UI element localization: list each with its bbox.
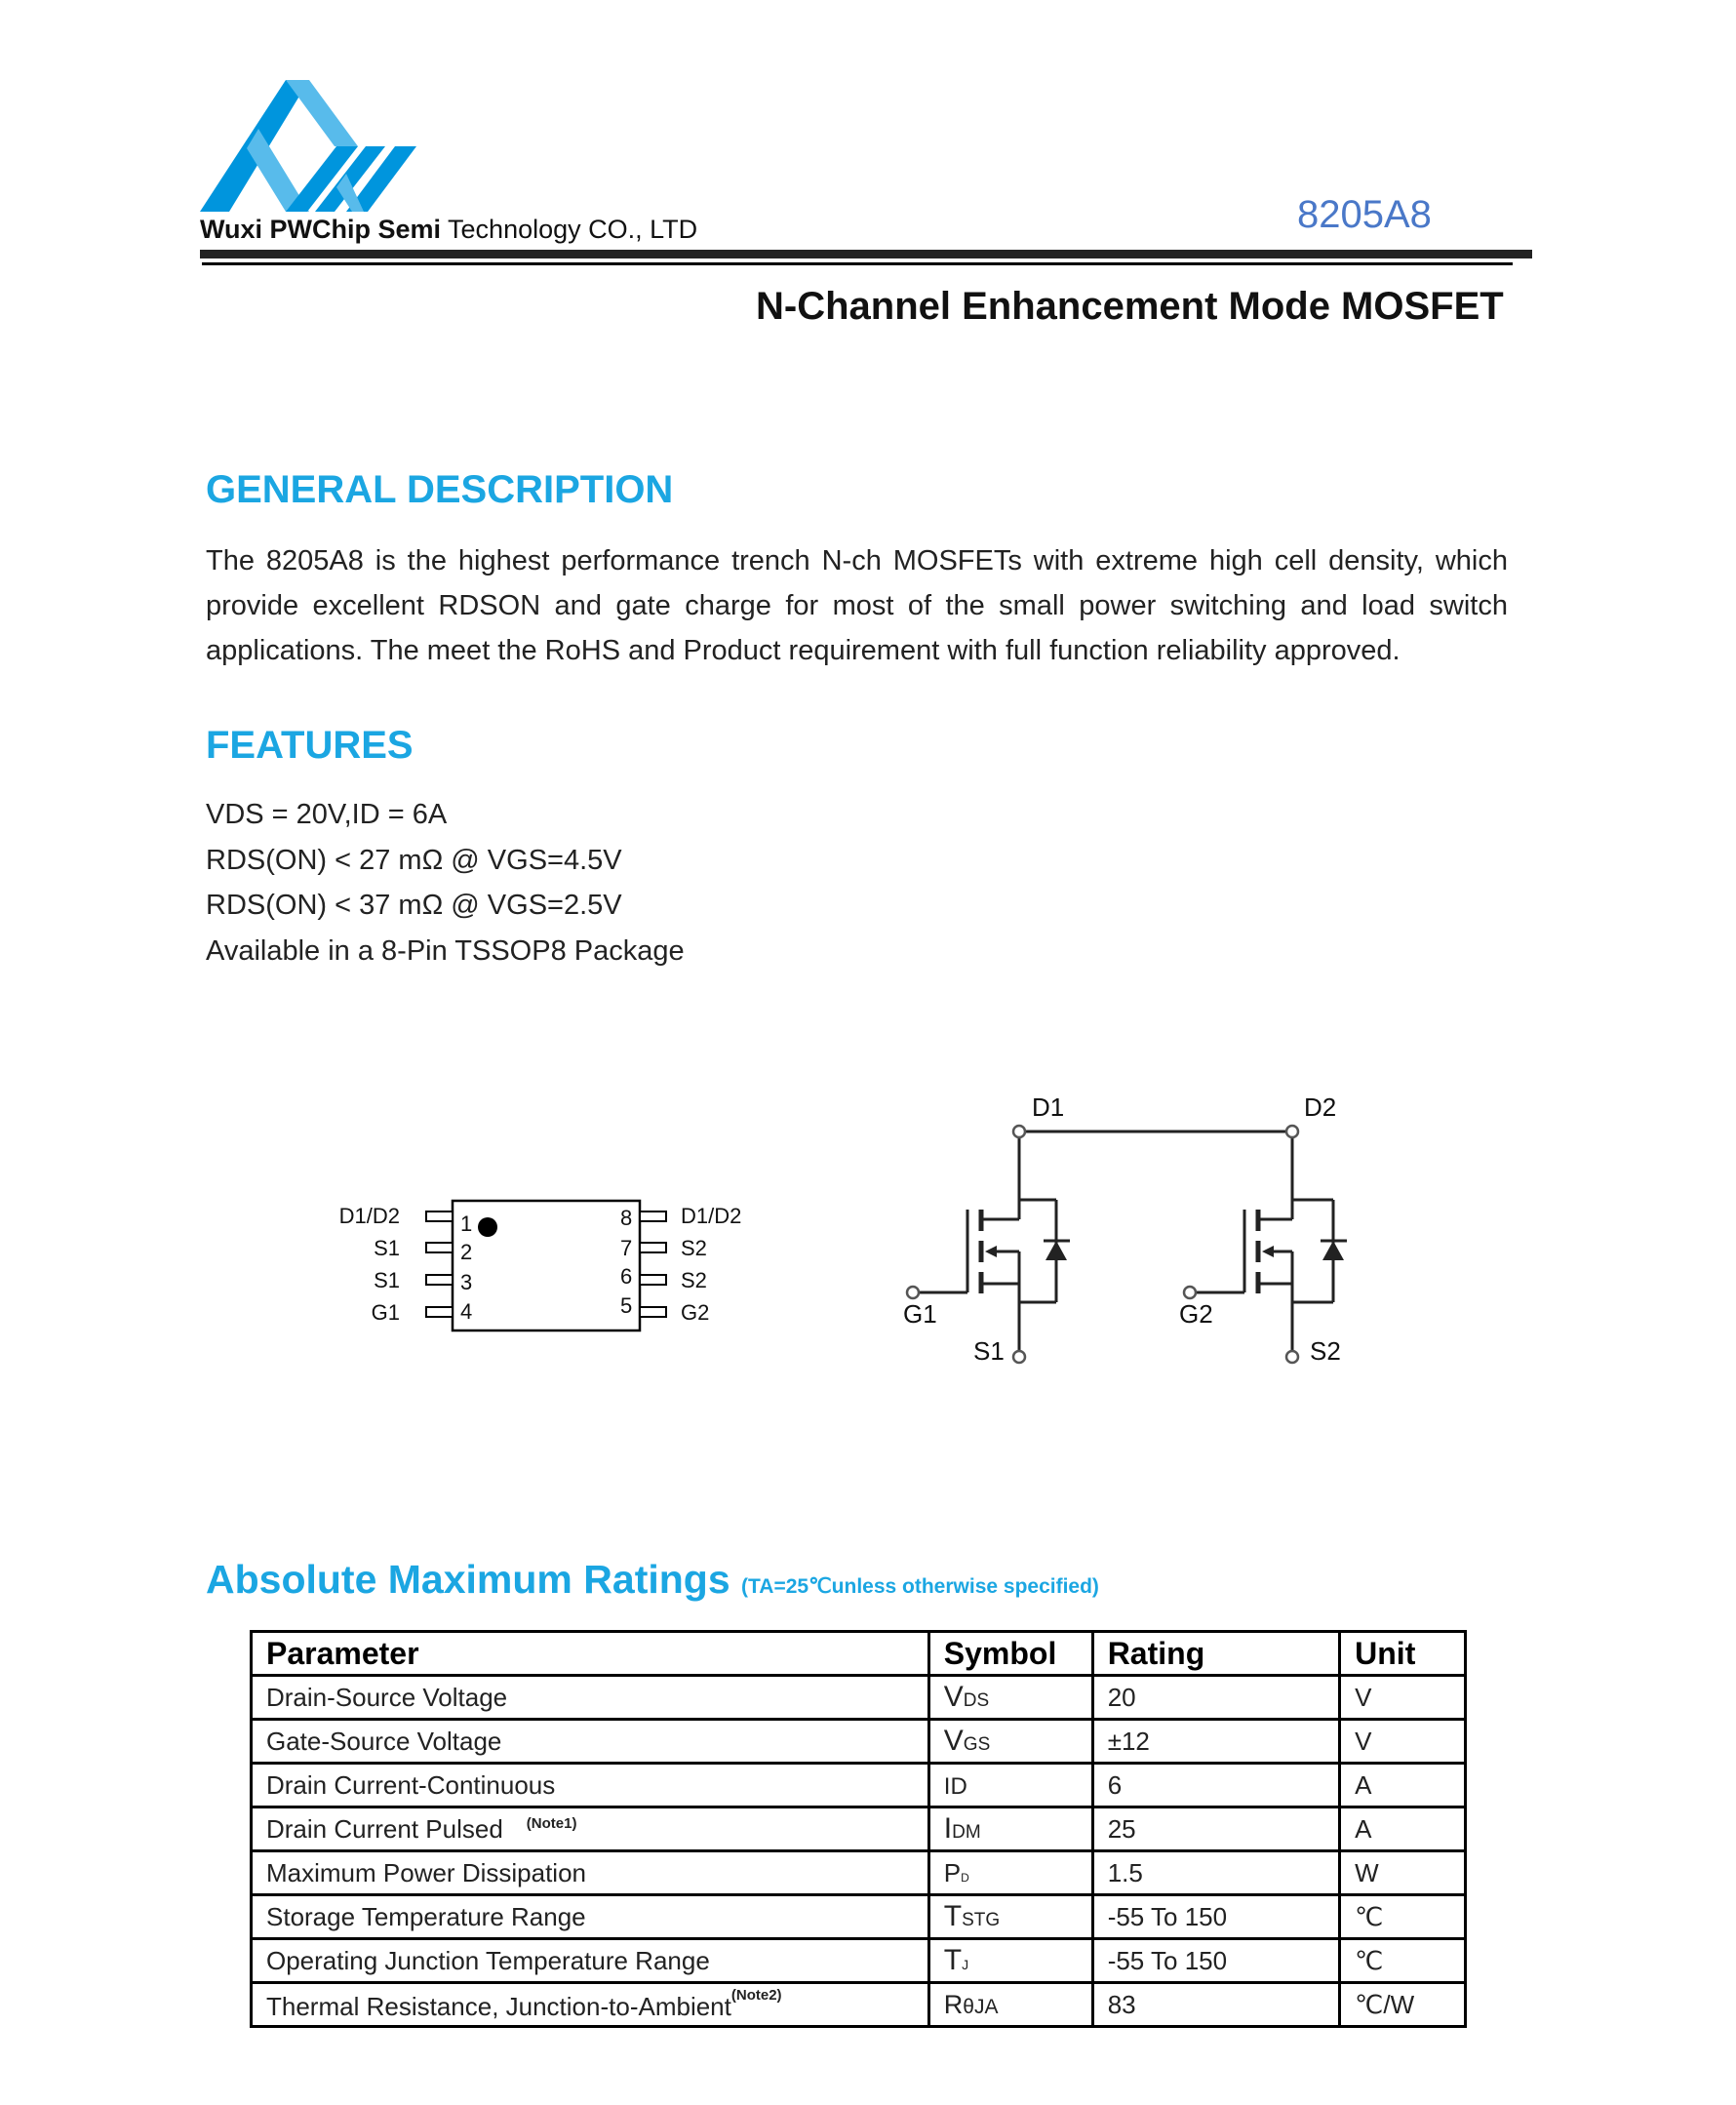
svg-text:S2: S2 [681,1268,707,1292]
unit-cell: W [1340,1851,1466,1895]
unit-cell: ℃ [1340,1895,1466,1939]
svg-text:S2: S2 [1310,1336,1341,1366]
svg-text:5: 5 [620,1293,633,1318]
unit-cell: V [1340,1720,1466,1764]
svg-text:D2: D2 [1304,1092,1337,1122]
symbol-cell: IDM [928,1807,1092,1851]
svg-text:D1/D2: D1/D2 [338,1204,400,1228]
svg-text:3: 3 [460,1270,473,1294]
feature-item: VDS = 20V,ID = 6A [206,799,448,830]
parameter-cell: Drain Current Pulsed $^{(Note1)}$ [252,1807,929,1851]
symbol-cell: PD [928,1851,1092,1895]
general-description-text: The 8205A8 is the highest performance trench N-ch MOSFETs with extreme high cell density, which provide excellent RDSON and gate charge for most of the small power switching and load switch applications. The meet the RoHS and Product requirement with full function reliability approved. [206,545,1508,666]
column-header-unit: Unit [1340,1632,1466,1676]
rating-cell: 25 [1092,1807,1339,1851]
svg-text:G1: G1 [903,1299,937,1329]
symbol-cell: TJ [928,1939,1092,1983]
rating-cell: 20 [1092,1676,1339,1720]
svg-text:G2: G2 [681,1300,710,1325]
ratings-condition: (TA=25℃unless otherwise specified) [741,1575,1099,1598]
pwchip-logo-icon [200,80,434,217]
symbol-cell: VDS [928,1676,1092,1720]
parameter-cell: Storage Temperature Range [252,1895,929,1939]
rating-cell: -55 To 150 [1092,1939,1339,1983]
s1-terminal-icon [1013,1351,1025,1363]
symbol-cell: TSTG [928,1895,1092,1939]
svg-text:4: 4 [460,1299,473,1324]
parameter-cell: Drain Current-Continuous [252,1764,929,1807]
g1-terminal-icon [907,1287,919,1298]
svg-text:S1: S1 [374,1268,400,1292]
s2-terminal-icon [1286,1351,1298,1363]
rating-cell: 1.5 [1092,1851,1339,1895]
svg-text:S2: S2 [681,1236,707,1260]
table-row [252,1676,1466,1720]
note-reference: (Note1) [526,1814,577,1832]
feature-item: RDS(ON) < 27 mΩ @ VGS=4.5V [206,844,622,876]
svg-text:D1: D1 [1032,1092,1065,1122]
svg-text:S1: S1 [973,1336,1005,1366]
parameter-cell: Drain-Source Voltage [252,1676,929,1720]
rating-cell: ±12 [1092,1720,1339,1764]
symbol-cell: ID [928,1764,1092,1807]
svg-text:2: 2 [460,1240,473,1264]
table-row [252,1807,1466,1851]
table-header-row [252,1632,1466,1676]
general-description-heading: GENERAL DESCRIPTION [206,468,674,511]
note-reference: (Note2) [730,1987,782,2004]
table-row [252,1720,1466,1764]
pin1-marker-icon [478,1217,497,1237]
svg-text:1: 1 [460,1211,473,1236]
unit-cell: ℃ [1340,1939,1466,1983]
absolute-max-ratings-heading: Absolute Maximum Ratings (TA=25℃unless otherwise specified) [206,1557,1099,1602]
table-row [252,1983,1466,2027]
feature-item: RDS(ON) < 37 mΩ @ VGS=2.5V [206,890,622,921]
g2-terminal-icon [1184,1287,1196,1298]
parameter-cell: Maximum Power Dissipation [252,1851,929,1895]
column-header-symbol: Symbol [928,1632,1092,1676]
svg-text:G1: G1 [371,1300,400,1325]
symbol-cell: VGS [928,1720,1092,1764]
unit-cell: A [1340,1807,1466,1851]
unit-cell: A [1340,1764,1466,1807]
svg-text:7: 7 [620,1236,633,1260]
header-rule-thick [200,250,1532,258]
symbol-cell: RθJA [928,1983,1092,2027]
parameter-cell: Thermal Resistance, Junction-to-Ambient$^{(Note2)}$ [252,1983,929,2027]
absolute-max-ratings-table [250,1630,1467,2028]
rating-cell: 6 [1092,1764,1339,1807]
features-heading: FEATURES [206,724,414,767]
unit-cell: V [1340,1676,1466,1720]
unit-cell: ℃/W [1340,1983,1466,2027]
svg-text:8: 8 [620,1206,633,1230]
d2-terminal-icon [1286,1126,1298,1137]
svg-text:D1/D2: D1/D2 [681,1204,742,1228]
table-row [252,1939,1466,1983]
part-number: 8205A8 [1297,193,1432,236]
svg-text:S1: S1 [374,1236,400,1260]
features-list [206,792,685,973]
dual-mosfet-schematic [878,1073,1365,1385]
rating-cell: 83 [1092,1983,1339,2027]
company-name: Wuxi PWChip Semi Technology CO., LTD [200,215,698,244]
feature-item: Available in a 8-Pin TSSOP8 Package [206,934,685,967]
table-row [252,1895,1466,1939]
column-header-parameter: Parameter [252,1632,929,1676]
d1-terminal-icon [1013,1126,1025,1137]
svg-text:G2: G2 [1179,1299,1213,1329]
rating-cell: -55 To 150 [1092,1895,1339,1939]
table-row [252,1764,1466,1807]
svg-text:6: 6 [620,1264,633,1289]
parameter-cell: Gate-Source Voltage [252,1720,929,1764]
parameter-cell: Operating Junction Temperature Range [252,1939,929,1983]
column-header-rating: Rating [1092,1632,1339,1676]
tssop8-pinout-diagram [322,1180,761,1346]
table-row [252,1851,1466,1895]
document-subtitle: N-Channel Enhancement Mode MOSFET [756,285,1504,328]
header-rule-thin [202,262,1513,265]
